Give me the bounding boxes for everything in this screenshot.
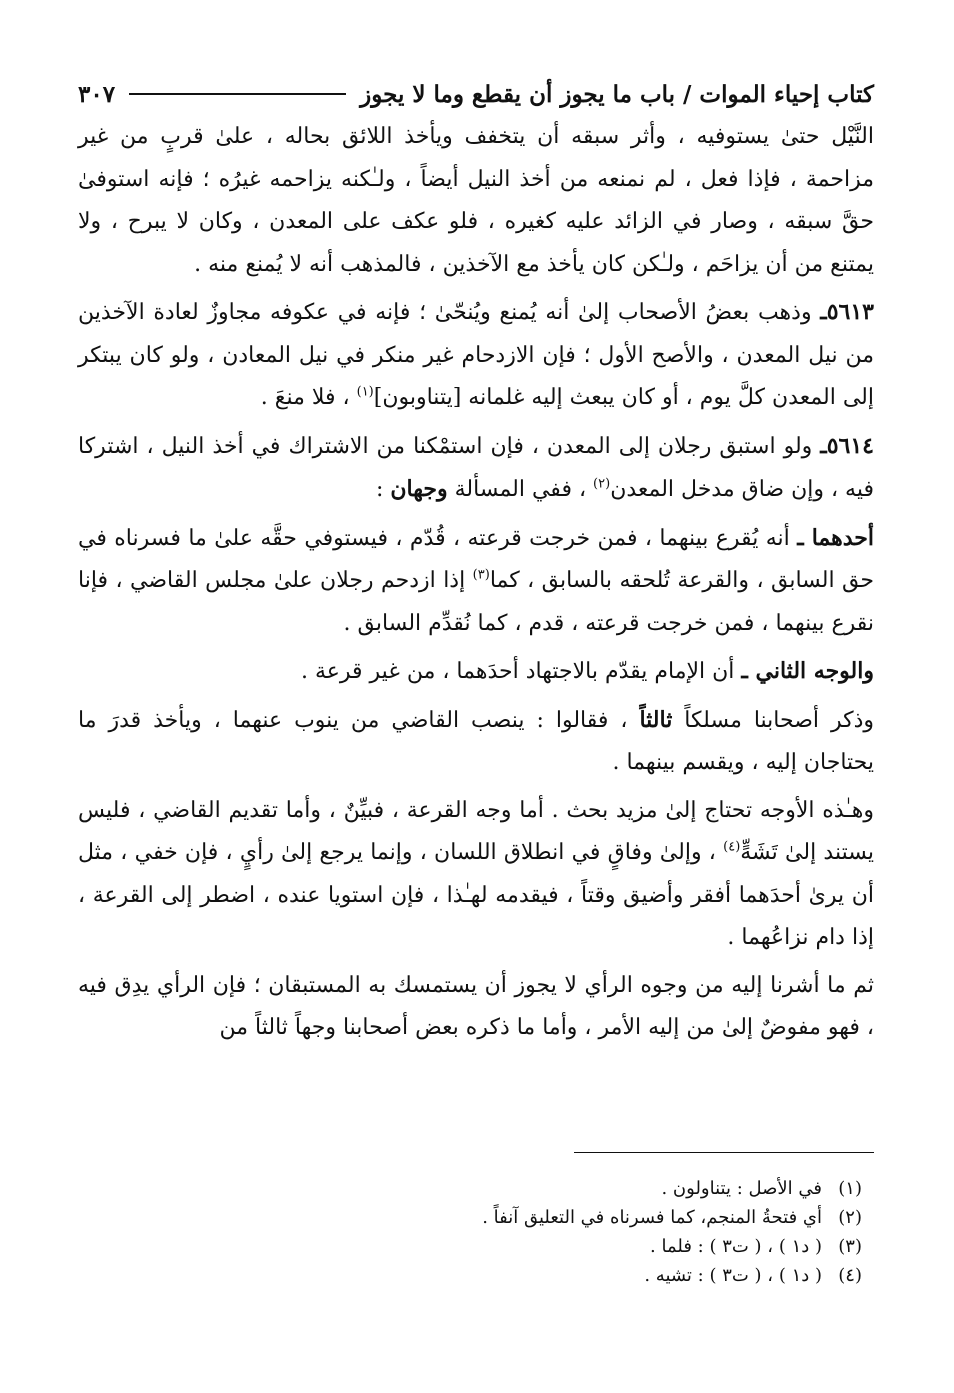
footnote-item [102,1232,862,1261]
footnote-ref-3[interactable]: (٣) [472,567,490,583]
paragraph-1 [78,116,874,286]
footnote-ref-2[interactable]: (٢) [593,476,611,492]
paragraph-last [78,965,874,1050]
paragraph-second-view [78,650,874,694]
footnotes [102,1174,862,1290]
paragraph-discussion [78,790,874,960]
footnote-item [102,1174,862,1203]
footnote-text: ( د١ ) ، ( ت٣ ) : فلما . [650,1236,822,1257]
page-number: ٣٠٧ [78,80,116,108]
paragraph-text: ، ففي المسألة [447,477,594,502]
header-rule [129,93,346,95]
paragraph-first-view [78,517,874,646]
footnote-text: أي فتحةُ المنجم، كما فسرناه في التعليق آنفاً . [482,1207,822,1228]
paragraph-third-view [78,699,874,785]
footnote-number: (١) [838,1178,862,1199]
paragraph-5613 [78,291,874,420]
header-title: كتاب إحياء الموات / باب ما يجوز أن يقطع وما لا يجوز [360,80,874,108]
footnote-item [102,1203,862,1232]
paragraph-text: وذكر أصحابنا مسلكاً [672,707,874,733]
paragraph-text: أنه يُقرع بينهما ، فمن خرجت قرعته ، قُدّم ، فيستوفي حقَّه علىٰ ما فسرناه في حق السابق ، والقرعة تُلحقه بالسابق ، كما [78,525,875,593]
paragraph-text: ، فلا منعَ . [260,385,357,410]
paragraph-text: : [375,477,391,502]
bold-term: وجهان [390,476,448,502]
paragraph-text: وذهب بعضُ الأصحاب إلىٰ أنه يُمنع ويُنحّىٰ ؛ فإنه في عكوفه مجاوزٌ لعادة الآخذين من نيل المعدن ، والأصح الأول ؛ فإن الازدحام غير منكر في نيل المعادن ، ولو كان يبتكر إلى المعدن كلَّ يوم ، أو كان يبعث إليه غلمانه [يتناوبون] [78,300,874,410]
paragraph-text: النَّيْل حتىٰ يستوفيه ، وأثر سبقه أن يتخفف ويأخذ اللائق بحاله ، علىٰ قربٍ من غير مزاحمة ، فإذا فعل ، لم نمنعه من أخذ النيل أيضاً ، ولـٰكنه يزاحمه غيرُه ؛ فإنه استوفىٰ حقَّ سبقه ، وصار في الزائد عليه كغيره ، فلو عكف على المعدن ، وكان لا يبرح ، ولا يمتنع من أن يزاحَم ، ولـٰكن كان يأخذ مع الآخذين ، فالمذهب أنه لا يُمنع منه . [78,124,875,277]
footnote-ref-4[interactable]: (٤) [723,839,741,855]
paragraph-text: ، فقالوا : ينصب القاضي من ينوب عنهما ، ويأخذ قدرَ ما يحتاجان إليه ، ويقسم بينهما . [78,707,874,775]
footnote-number: (٤) [838,1265,862,1286]
bold-term: ثالثاً [639,706,673,733]
paragraph-text: أن الإمام يقدّم بالاجتهاد أحدَهما ، من غير قرعة . [300,659,742,684]
issue-number: ٥٦١٣ـ [820,299,874,325]
paragraph-text: ثم ما أشرنا إليه من وجوه الرأي لا يجوز أن يستمسك به المستبقان ؛ فإن الرأي يدِق فيه ، فهو مفوضٌ إلىٰ من إليه الأمر ، وأما ما ذكره بعض أصحابنا وجهاً ثالثاً من [78,972,874,1040]
footnote-number: (٣) [838,1236,862,1257]
paragraph-text: ، وإلىٰ وفاقٍ في انطلاق اللسان ، وإنما يرجع إلىٰ رأيٍ ، فإن خفي ، مثل أن يرىٰ أحدَهما أفقر وأضيق وقتاً ، فيقدمه لهـٰذا ، فإن استويا عنده ، اضطر إلى القرعة ، إذا دام نزاعُهما . [78,840,874,950]
paragraph-text: ولو استبق رجلان إلى المعدن ، فإن استمْكنا من الاشتراك في أخذ النيل ، اشتركا فيه ، وإن ضاق مدخل المعدن [78,433,874,502]
bold-term: أحدهما ـ [797,524,874,551]
issue-number: ٥٦١٤ـ [820,432,874,459]
footnote-text: ( د١ ) ، ( ت٣ ) : تشيه . [644,1265,822,1286]
paragraph-text: إذا ازدحم رجلان علىٰ مجلس القاضي ، فإنا نقرع بينهما ، فمن خرجت قرعته ، قدم ، كما نُقدِّم السابق . [78,568,874,636]
footnote-ref-1[interactable]: (١) [356,384,374,400]
paragraph-text: وهـٰذه الأوجه تحتاج إلىٰ مزيد بحث . أما وجه القرعة ، فبيِّنٌ ، وأما تقديم القاضي ، فليس يستند إلىٰ تَشَهٍّ [78,797,874,865]
bold-term: والوجه الثاني ـ [741,658,874,684]
page-content [78,72,874,1055]
footnote-item [102,1261,862,1290]
paragraph-5614 [78,425,874,512]
footnote-number: (٢) [838,1207,862,1228]
running-header [78,72,874,116]
footnote-text: في الأصل : يتناولون . [661,1178,822,1199]
footnote-separator [574,1152,874,1153]
